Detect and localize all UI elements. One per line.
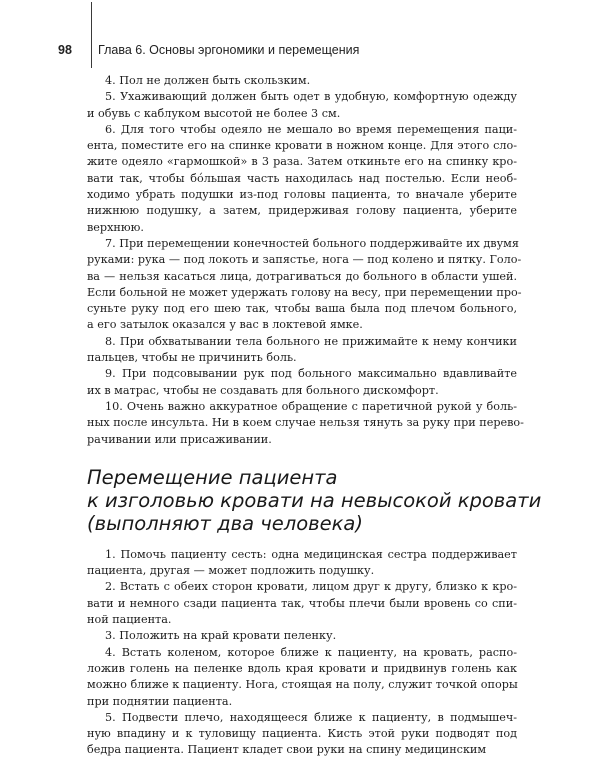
section-heading-line: (выполняют два человека) — [87, 511, 363, 535]
section-heading-line: Перемещение пациента — [87, 465, 338, 489]
paragraph — [87, 89, 517, 122]
text-line: вати так, чтобы бóльшая часть находилась над постелью. Если необ- — [87, 171, 517, 185]
paragraph — [87, 628, 517, 644]
text-line: ных после инсульта. Ни в коем случае нельзя тянуть за руку при перево- — [87, 416, 524, 430]
text-line: 2. Встать с обеих сторон кровати, лицом друг к другу, близко к кро- — [105, 580, 517, 594]
paragraph — [87, 399, 524, 448]
text-line: нижнюю подушку, а затем, придерживая голову пациента, уберите — [87, 204, 517, 218]
text-line: ента, поместите его на спинке кровати в ножном конце. Для этого сло- — [87, 139, 517, 153]
text-line: ва — нельзя касаться лица, дотрагиваться до больного в области ушей. — [87, 269, 517, 283]
paragraph — [87, 366, 517, 399]
paragraph — [87, 236, 522, 334]
text-line: а его затылок оказался у вас в локтевой ямке. — [87, 318, 363, 332]
paragraph — [87, 73, 517, 89]
text-line: 8. При обхватывании тела больного не прижимайте к нему кончики — [105, 334, 517, 348]
text-line: 9. При подсовывании рук под больного максимально вдавливайте — [105, 367, 517, 381]
paragraph — [87, 645, 517, 710]
text-line: 4. Пол не должен быть скользким. — [105, 74, 311, 87]
paragraph — [87, 334, 517, 367]
text-line: 1. Помочь пациенту сесть: одна медицинская сестра поддерживает — [105, 547, 517, 561]
text-line: ной пациента. — [87, 613, 172, 627]
text-line: руками: рука — под локоть и запястье, нога — под колено и пятку. Голо- — [87, 253, 522, 267]
text-line: 7. При перемещении конечностей больного поддерживайте их двумя — [105, 236, 519, 250]
section-procedure-steps — [87, 547, 517, 759]
text-line: пальцев, чтобы не причинить боль. — [87, 351, 297, 365]
text-line: 6. Для того чтобы одеяло не мешало во время перемещения паци- — [105, 122, 517, 136]
page-number: 98 — [58, 43, 72, 57]
paragraph — [87, 710, 517, 759]
page-body — [87, 73, 542, 759]
text-line: пациента, другая — может подложить подушку. — [87, 564, 375, 578]
text-line: ную впадину и к туловищу пациента. Кисть этой руки подводят под — [87, 727, 517, 741]
text-line: ходимо убрать подушки из-под головы пациента, то вначале уберите — [87, 188, 517, 202]
text-line: 3. Положить на край кровати пеленку. — [105, 629, 337, 643]
text-line: вати и немного сзади пациента так, чтобы плечи были вровень со спи- — [87, 596, 517, 610]
text-line: 10. Очень важно аккуратное обращение с паретичной рукой у боль- — [105, 399, 517, 413]
text-line: 4. Встать коленом, которое ближе к пациенту, на кровать, распо- — [105, 645, 517, 659]
section-list-rules — [87, 73, 524, 448]
text-line: их в матрас, чтобы не создавать для больного дискомфорт. — [87, 383, 439, 397]
section-heading-line: к изголовью кровати на невысокой кровати — [87, 488, 542, 512]
section-heading — [87, 465, 542, 535]
text-line: можно ближе к пациенту. Нога, стоящая на полу, служит точкой опоры — [87, 678, 518, 692]
text-line: рачивании или присаживании. — [87, 432, 272, 446]
text-line: верхнюю. — [87, 220, 144, 234]
text-line: ложив голень на пеленке вдоль края кровати и придвинув голень как — [87, 661, 517, 675]
text-line: при поднятии пациента. — [87, 694, 233, 708]
text-line: 5. Подвести плечо, находящееся ближе к пациенту, в подмышеч- — [105, 710, 517, 724]
paragraph — [87, 579, 517, 628]
text-line: Если больной не может удержать голову на весу, при перемещении про- — [87, 285, 522, 299]
text-line: бедра пациента. Пациент кладет свои руки на спину медицинским — [87, 743, 487, 757]
paragraph — [87, 122, 517, 236]
text-line: жите одеяло «гармошкой» в 3 раза. Затем откиньте его на спинку кро- — [87, 155, 517, 169]
paragraph — [87, 547, 517, 580]
chapter-title: Глава 6. Основы эргономики и перемещения — [98, 43, 360, 57]
header-vertical-rule — [91, 2, 92, 68]
text-line: суньте руку под его шею так, чтобы ваша была под плечом больного, — [87, 302, 517, 316]
text-line: 5. Ухаживающий должен быть одет в удобную, комфортную одежду — [105, 90, 517, 104]
text-line: и обувь с каблуком высотой не более 3 см. — [87, 106, 341, 120]
